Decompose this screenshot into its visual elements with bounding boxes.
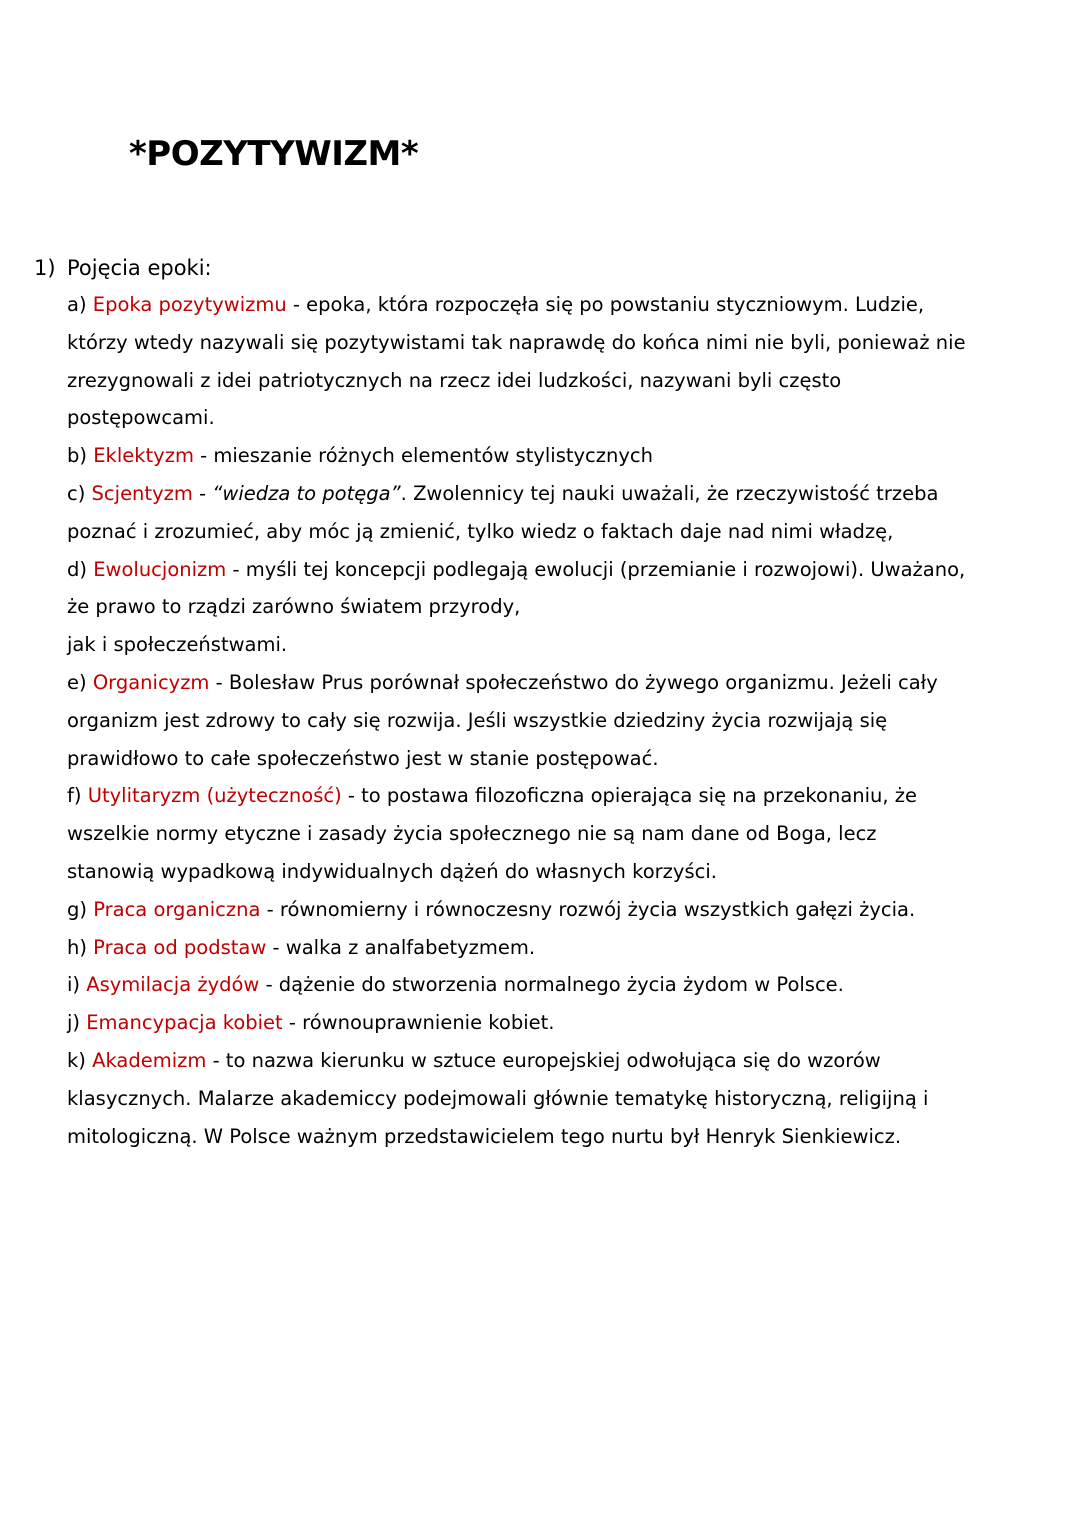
term: Emancypacja kobiet [86, 1011, 283, 1035]
section-number: 1) [34, 256, 56, 280]
definition-text: - walka z analfabetyzmem. [266, 935, 536, 959]
definition-text: - myśli tej koncepcji podlegają ewolucji (przemianie i rozwojowi). Uważano, że prawo to rządzi zarówno światem przyrody, [67, 557, 966, 619]
item-letter: f) [67, 784, 82, 808]
definition-text: - epoka, która rozpoczęła się po powstaniu styczniowym. Ludzie, którzy wtedy nazywali się pozytywistami tak naprawdę do końca nimi nie byli, ponieważ nie zrezygnowali z idei patriotycznych na rzecz idei ludzkości, nazywani byli często postępowcami. [67, 293, 966, 430]
term: Praca organiczna [93, 897, 261, 921]
term: Scjentyzm [91, 481, 193, 505]
definition-item [67, 664, 967, 777]
item-letter: k) [67, 1048, 86, 1072]
item-letter: d) [67, 557, 87, 581]
definition-item [67, 1004, 967, 1042]
definition-text: - dążenie do stworzenia normalnego życia żydom w Polsce. [259, 973, 844, 997]
term: Organicyzm [92, 670, 210, 694]
term: Eklektyzm [93, 444, 194, 468]
item-letter: i) [67, 973, 81, 997]
section-label: Pojęcia epoki: [67, 256, 212, 280]
item-letter: h) [67, 935, 87, 959]
item-letter: c) [67, 481, 86, 505]
definition-item [67, 475, 967, 551]
term: Praca od podstaw [93, 935, 267, 959]
definition-item [67, 891, 967, 929]
item-letter: a) [67, 293, 87, 316]
term: Utylitaryzm (użyteczność) [87, 784, 342, 808]
page-title: *POZYTYWIZM* [129, 134, 419, 174]
item-letter: j) [67, 1011, 81, 1035]
definition-item [67, 437, 967, 475]
definition-list [67, 286, 967, 1155]
term: Asymilacja żydów [86, 973, 260, 997]
definition-text-continued: jak i społeczeństwami. [67, 633, 288, 657]
definition-text: . Zwolennicy tej nauki uważali, że rzeczywistość trzeba poznać i zrozumieć, aby móc ją zmienić, tylko wiedz o faktach daje nad nimi władzę, [67, 481, 939, 543]
definition-text: - to nazwa kierunku w sztuce europejskiej odwołująca się do wzorów klasycznych. Malarze akademiccy podejmowali głównie tematykę historyczną, religijną i mitologiczną. W Polsce ważnym przedstawicielem tego nurtu był Henryk Sienkiewicz. [67, 1048, 929, 1148]
definition-text: - Bolesław Prus porównał społeczeństwo do żywego organizmu. Jeżeli cały organizm jest zdrowy to cały się rozwija. Jeśli wszystkie dziedziny życia rozwijają się prawidłowo to całe społeczeństwo jest w stanie postępować. [67, 670, 938, 770]
definition-text: - to postawa filozoficzna opierająca się na przekonaniu, że wszelkie normy etyczne i zasady życia społecznego nie są nam dane od Boga, lecz stanowią wypadkową indywidualnych dążeń do własnych korzyści. [67, 784, 918, 883]
definition-text: - mieszanie różnych elementów stylistycznych [193, 444, 653, 468]
definition-dash: - [192, 481, 213, 505]
item-letter: e) [67, 670, 87, 694]
definition-item [67, 551, 967, 664]
definition-item [67, 1042, 967, 1155]
item-letter: b) [67, 444, 87, 468]
definition-text: - równouprawnienie kobiet. [282, 1011, 555, 1035]
section-heading [34, 249, 212, 287]
item-letter: g) [67, 897, 87, 921]
motto-quote: “wiedza to potęga” [212, 481, 401, 505]
definition-item [67, 966, 967, 1004]
definition-item [67, 929, 967, 967]
definition-item [67, 777, 967, 890]
term: Ewolucjonizm [93, 557, 227, 581]
definition-text: - równomierny i równoczesny rozwój życia wszystkich gałęzi życia. [260, 897, 916, 921]
term: Akademizm [92, 1048, 207, 1072]
definition-item [67, 286, 967, 437]
term: Epoka pozytywizmu [92, 293, 287, 316]
